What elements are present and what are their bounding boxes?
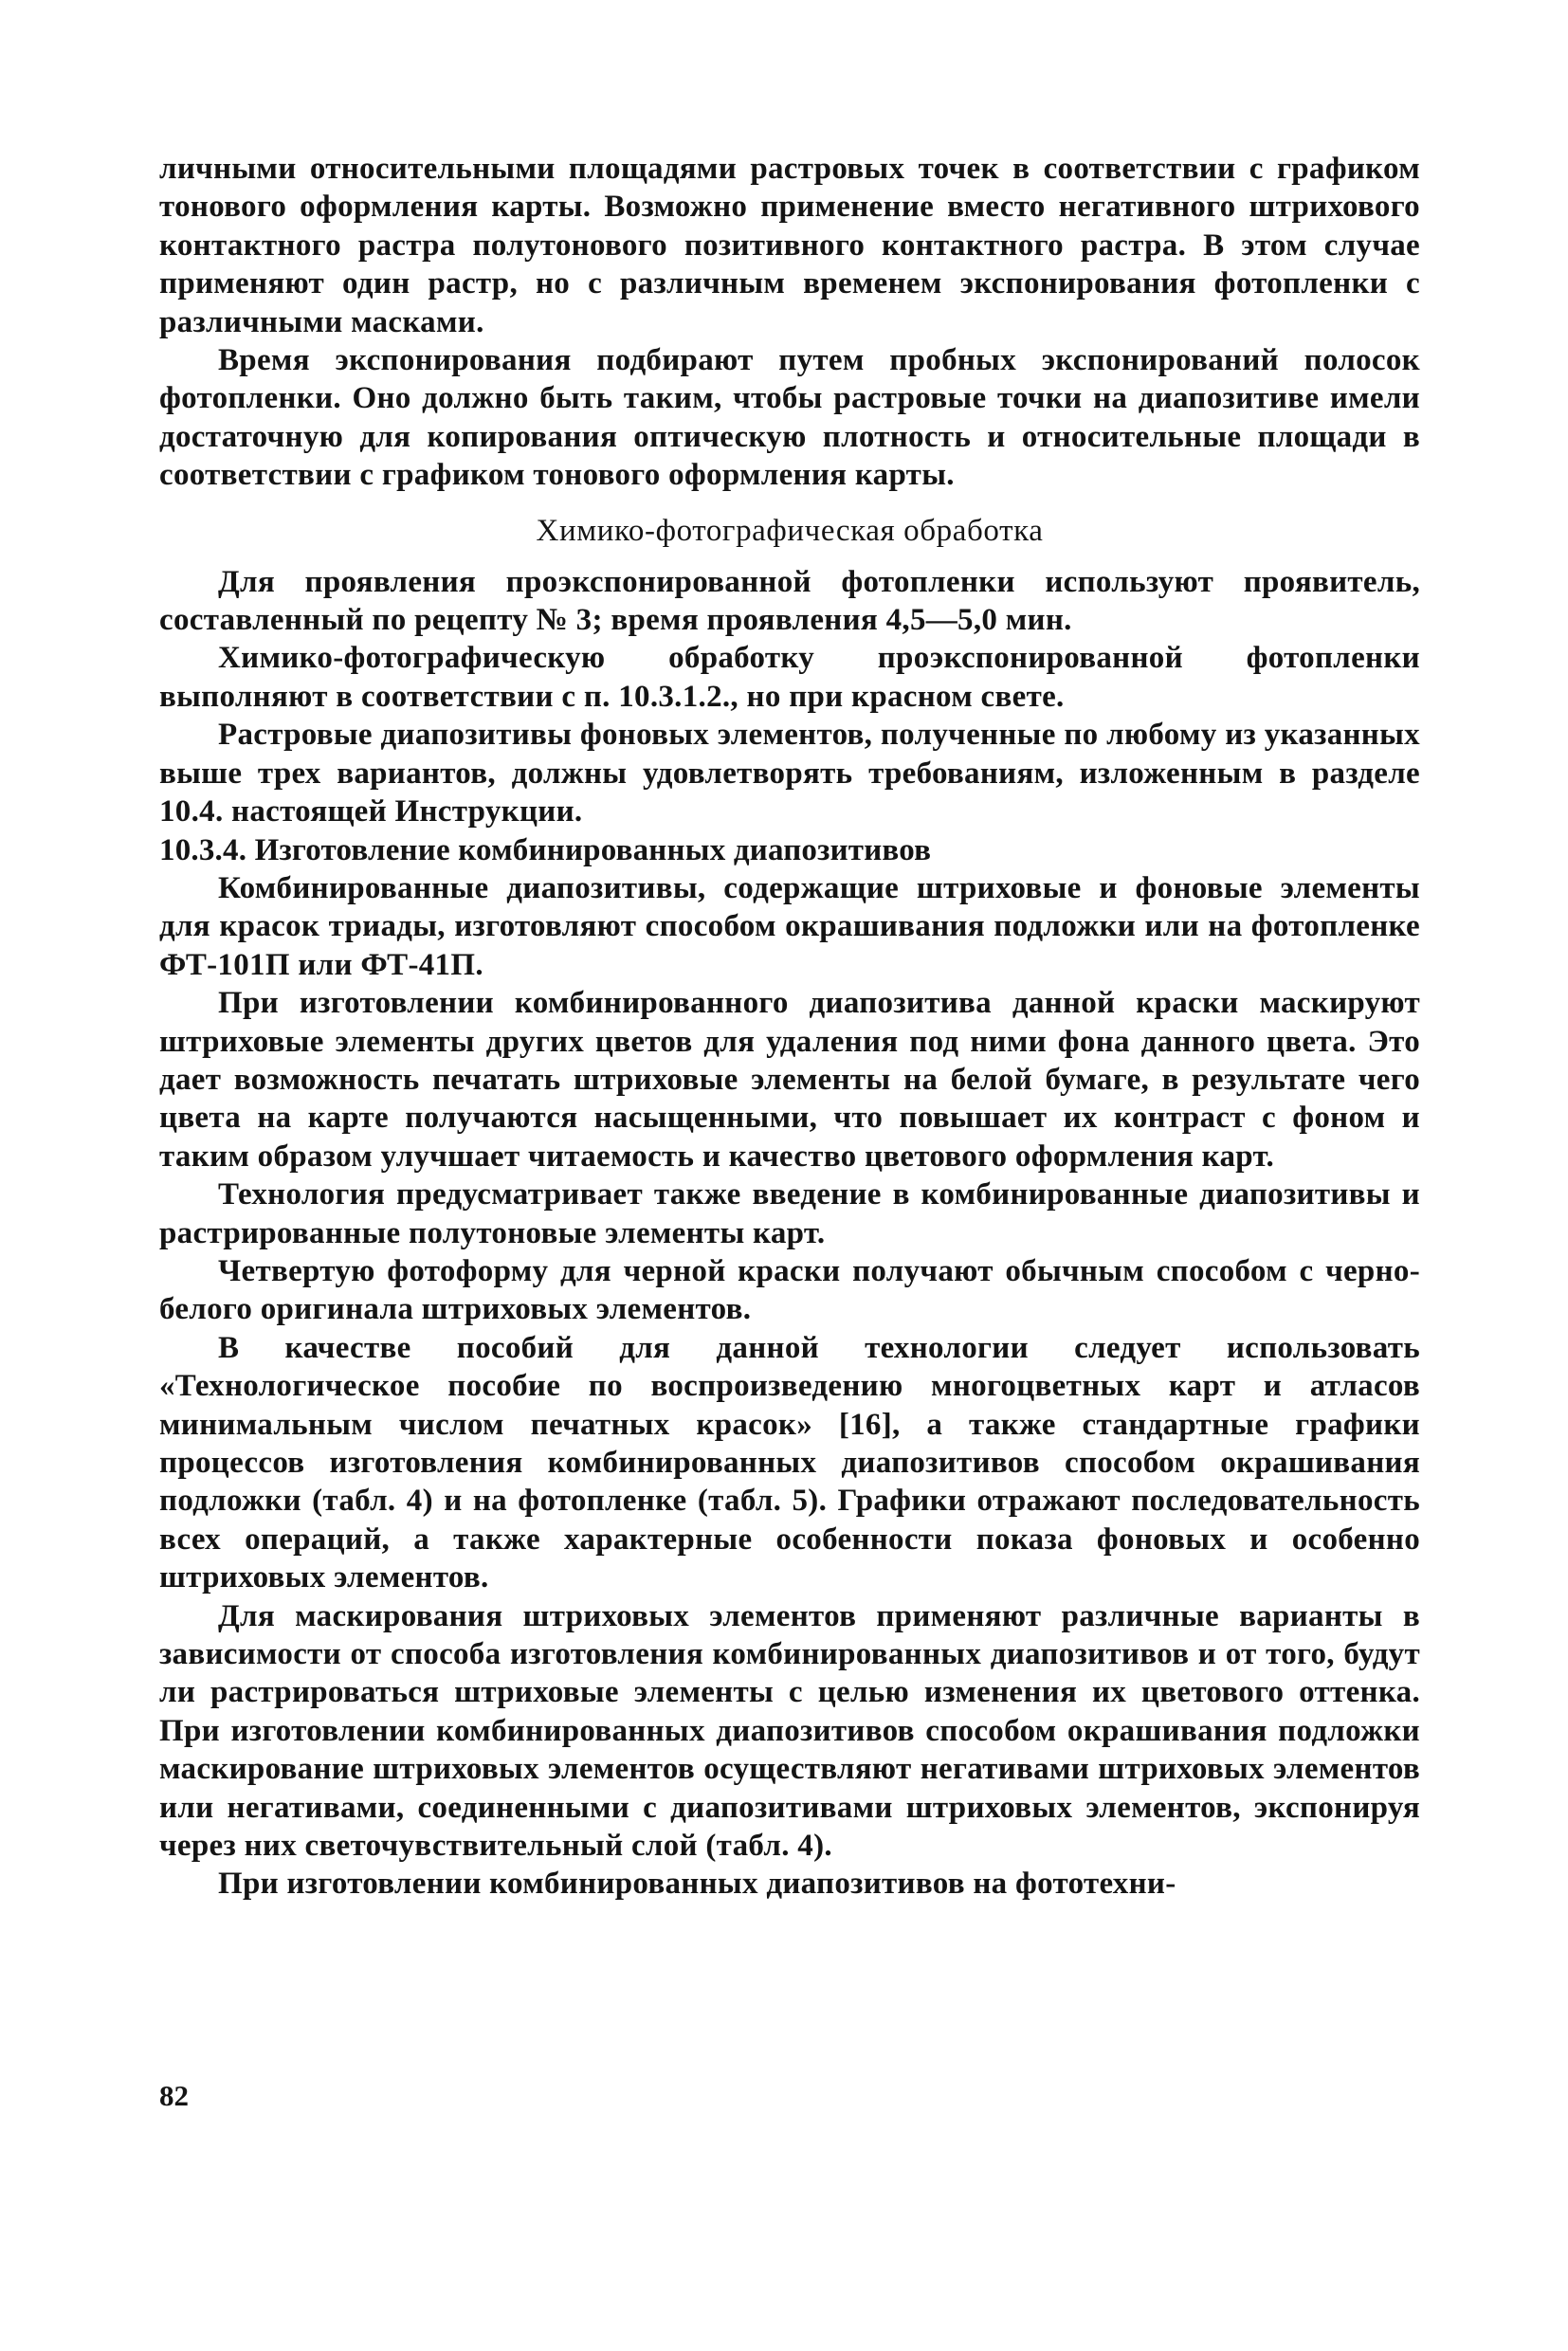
paragraph-manuals: В качестве пособий для данной технологии следует использовать «Технологическое пособие по воспроизведению многоцветных карт и атласов минимальным числом печатных красок» [16], а также стандартные графики процессов изготовления комбинированных диапозитивов способом окрашивания подложки (табл. 4) и на фотопленке (табл. 5). Графики отражают последовательность всех операций, а также характерные особенности показа фоновых и особенно штриховых элементов. [159,1330,1420,1595]
page-number: 82 [159,2079,189,2112]
paragraph-developer: Для проявления проэкспонированной фотопленки используют проявитель, составленный по рецепту № 3; время проявления 4,5—5,0 мин. [159,564,1420,638]
section-title: Химико-фотографическая обработка [536,513,1044,548]
paragraph-masking-variants: Для маскирования штриховых элементов применяют различные варианты в зависимости от способа изготовления комбинированных диапозитивов и от того, будут ли растрироваться штриховые элементы с целью изменения их цветового оттенка. При изготовлении комбинированных диапозитивов способом окрашивания подложки маскирование штриховых элементов осуществляют негативами штриховых элементов или негативами, соединенными с диапозитивами штриховых элементов, экспонируя через них светочувствительный слой (табл. 4). [159,1598,1420,1864]
paragraph-phototech: При изготовлении комбинированных диапозитивов на фототехни- [218,1867,1176,1902]
page-body [159,150,1420,1904]
paragraph-raster-requirements: Растровые диапозитивы фоновых элементов, полученные по любому из указанных выше трех вариантов, должны удовлетворять требованиям, изложенным в разделе 10.4. настоящей Инструкции. [159,718,1420,829]
paragraph-continuation: личными относительными площадями растровых точек в соответствии с графиком тонового оформления карты. Возможно применение вместо негативного штрихового контактного растра полутонового позитивного контактного растра. В этом случае применяют один растр, но с различным временем экспонирования фотопленки с различными масками. [159,152,1420,339]
paragraph-processing: Химико-фотографическую обработку проэкспонированной фотопленки выполняют в соответствии с п. 10.3.1.2., но при красном свете. [159,641,1420,714]
paragraph-masking: При изготовлении комбинированного диапозитива данной краски маскируют штриховые элементы других цветов для удаления под ними фона данного цвета. Это дает возможность печатать штриховые элементы на белой бумаге, в результате чего цвета на карте получаются насыщенными, что повышает их контраст с фоном и таким образом улучшает читаемость и качество цветового оформления карт. [159,986,1420,1174]
paragraph-exposure-time: Время экспонирования подбирают путем пробных экспонирований полосок фотопленки. Оно должно быть таким, чтобы растровые точки на диапозитиве имели достаточную для копирования оптическую плотность и относительные площади в соответствии с графиком тонового оформления карты. [159,343,1420,493]
subsection-heading: 10.3.4. Изготовление комбинированных диапозитивов [159,832,932,867]
paragraph-technology: Технология предусматривает также введение в комбинированные диапозитивы и растрированные полутоновые элементы карт. [159,1177,1420,1250]
paragraph-combined-intro: Комбинированные диапозитивы, содержащие штриховые и фоновые элементы для красок триады, изготовляют способом окрашивания подложки или на фотопленке ФТ-101П или ФТ-41П. [159,870,1420,982]
paragraph-fourth-form: Четвертую фотоформу для черной краски получают обычным способом с черно-белого оригинала штриховых элементов. [159,1253,1420,1327]
